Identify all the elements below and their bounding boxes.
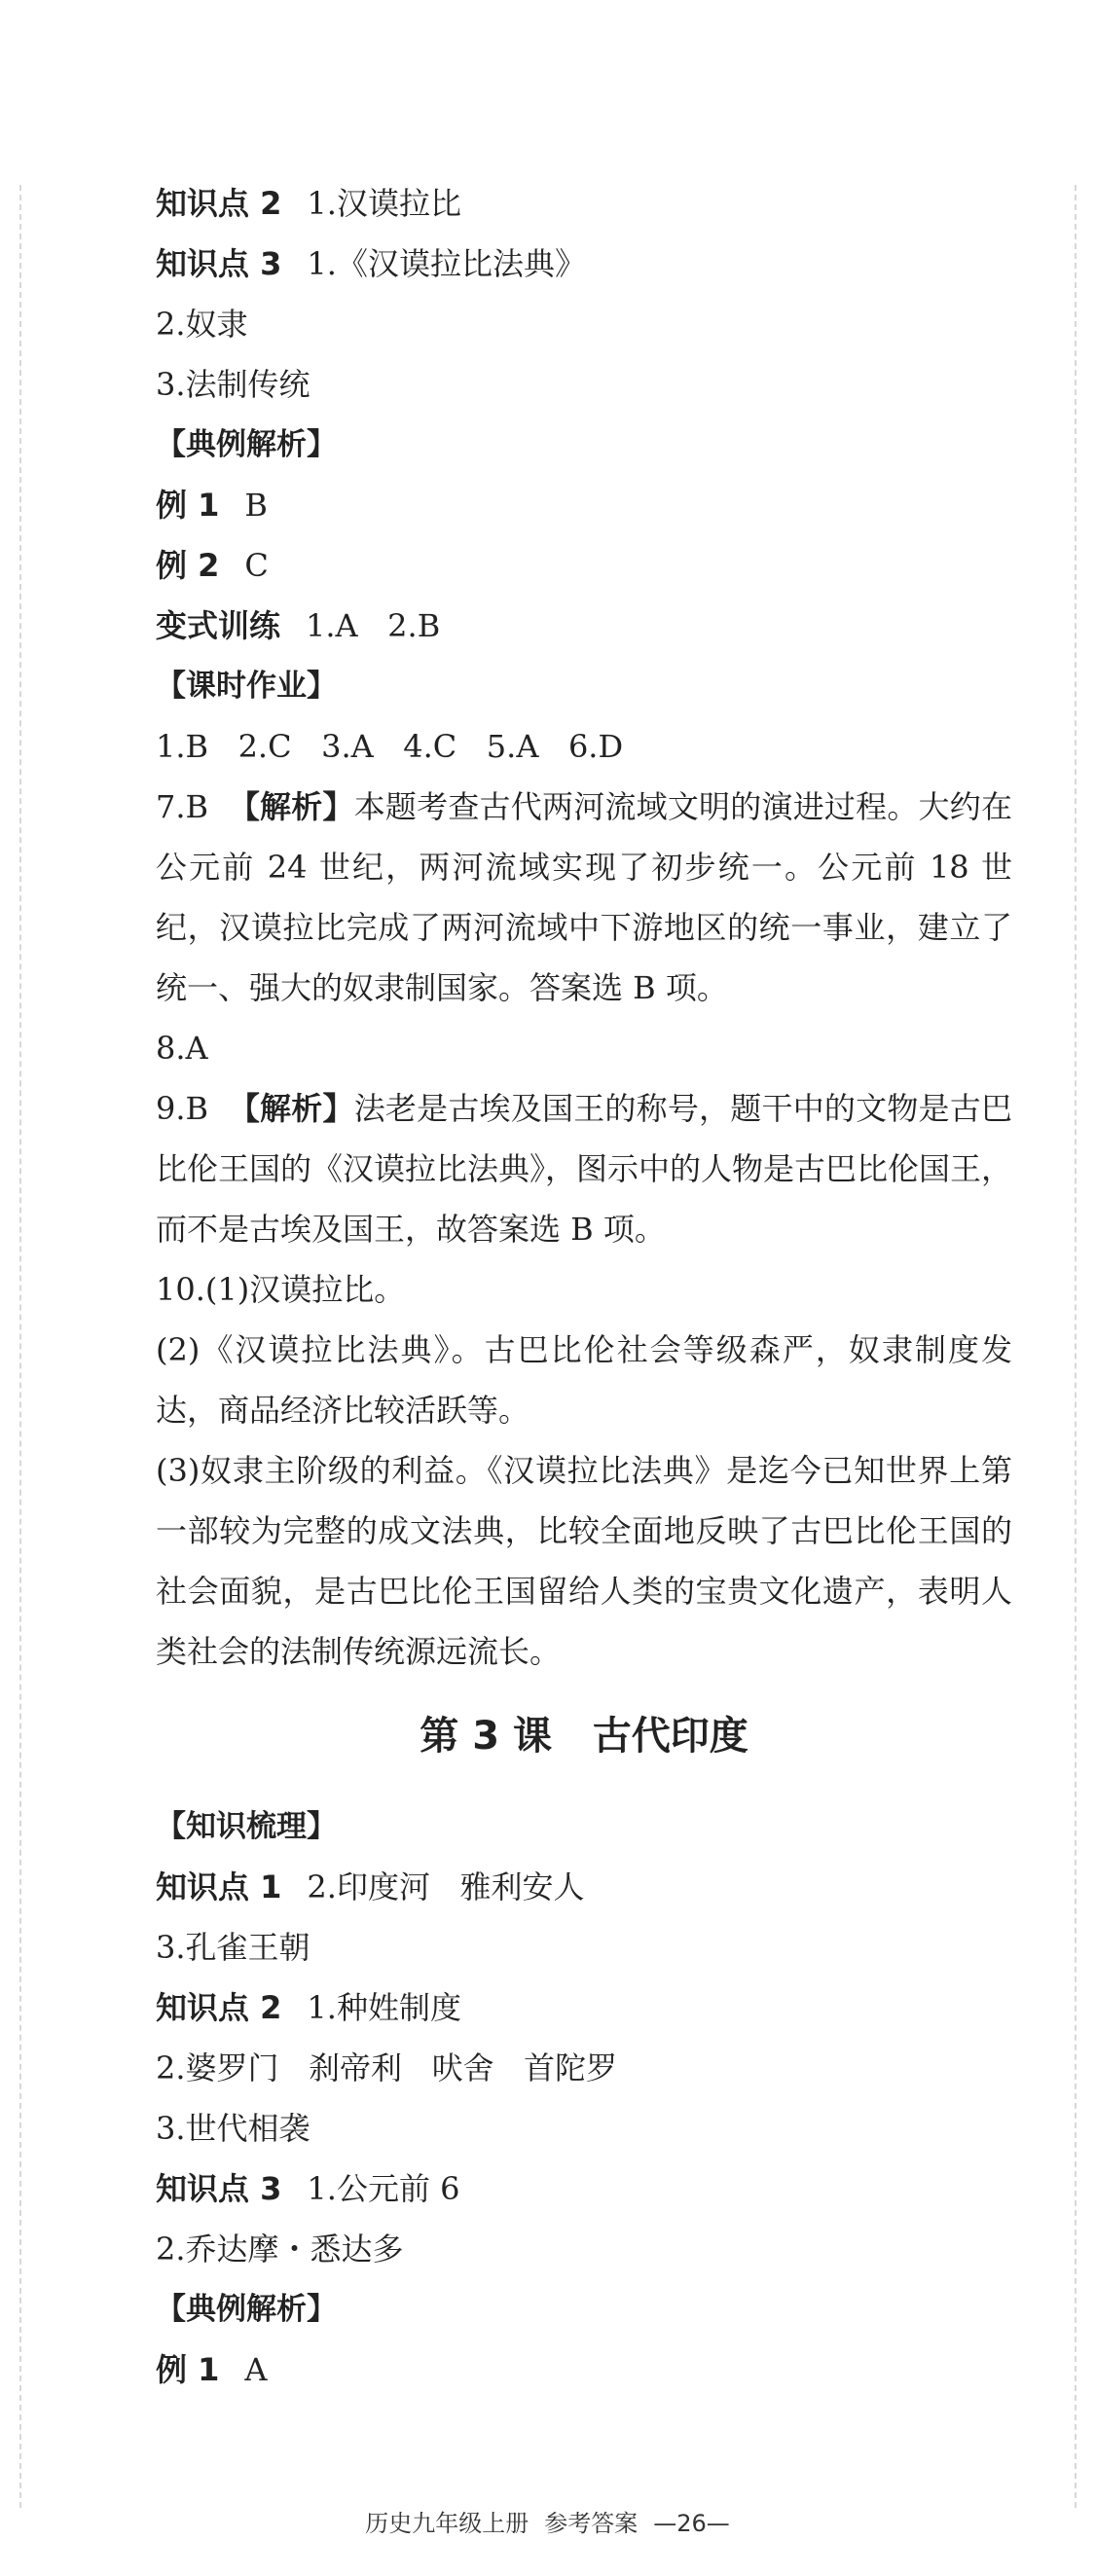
answer-line: 2.乔达摩・悉达多 [156, 2231, 404, 2268]
question-9: 9.B 【解析】法老是古埃及国王的称号，题干中的文物是古巴比伦王国的《汉谟拉比法典》，图示中的人物是古巴比伦国王，而不是古埃及国王，故答案选 B 项。 [156, 1090, 1013, 1248]
lesson-title: 第 3 课 古代印度 [420, 1714, 748, 1759]
question-10-part-2: (2)《汉谟拉比法典》。古巴比伦社会等级森严，奴隶制度发达，商品经济比较活跃等。 [156, 1331, 1012, 1429]
answer-line: 知识点 2 1.汉谟拉比 [156, 185, 461, 222]
page-footer: 历史九年级上册 参考答案 —26— [365, 2510, 730, 2537]
homework-answers: 1.B 2.C 3.A 4.C 5.A 6.D [156, 728, 624, 765]
variant-training: 变式训练 1.A 2.B [156, 607, 441, 644]
answer-content [156, 173, 1012, 2400]
answer-line: 知识点 3 1.《汉谟拉比法典》 [156, 245, 586, 282]
example-2: 例 2 C [156, 547, 269, 584]
answer-line: 3.孔雀王朝 [156, 1929, 310, 1966]
section-heading-example-analysis-2: 【典例解析】 [156, 2292, 337, 2327]
answer-line: 3.法制传统 [156, 366, 310, 403]
question-8: 8.A [156, 1030, 208, 1067]
example-1-lesson-3: 例 1 A [156, 2351, 268, 2388]
left-dashed-margin [19, 185, 21, 2508]
answer-line: 2.婆罗门 刹帝利 吠舍 首陀罗 [156, 2050, 618, 2086]
right-dashed-margin [1075, 185, 1077, 2508]
answer-line: 3.世代相袭 [156, 2110, 310, 2147]
answer-line: 知识点 1 2.印度河 雅利安人 [156, 1869, 585, 1905]
question-7: 7.B 【解析】本题考查古代两河流域文明的演进过程。大约在公元前 24 世纪，两河流域实现了初步统一。公元前 18 世纪，汉谟拉比完成了两河流域中下游地区的统一事业，建立了统一、强大的奴隶制国家。答案选 B 项。 [156, 788, 1012, 1006]
section-heading-homework: 【课时作业】 [156, 669, 337, 704]
answer-line: 2.奴隶 [156, 306, 248, 343]
section-heading-knowledge: 【知识梳理】 [156, 1809, 337, 1844]
answer-line: 知识点 2 1.种姓制度 [156, 1989, 461, 2026]
answer-line: 知识点 3 1.公元前 6 [156, 2170, 460, 2207]
section-heading-example-analysis: 【典例解析】 [156, 427, 337, 462]
example-1: 例 1 B [156, 487, 268, 524]
question-10-part-1: 10.(1)汉谟拉比。 [156, 1271, 406, 1308]
question-10-part-3: (3)奴隶主阶级的利益。《汉谟拉比法典》是迄今已知世界上第一部较为完整的成文法典，比较全面地反映了古巴比伦王国的社会面貌，是古巴比伦王国留给人类的宝贵文化遗产，表明人类社会的法制传统源远流长。 [156, 1452, 1012, 1670]
